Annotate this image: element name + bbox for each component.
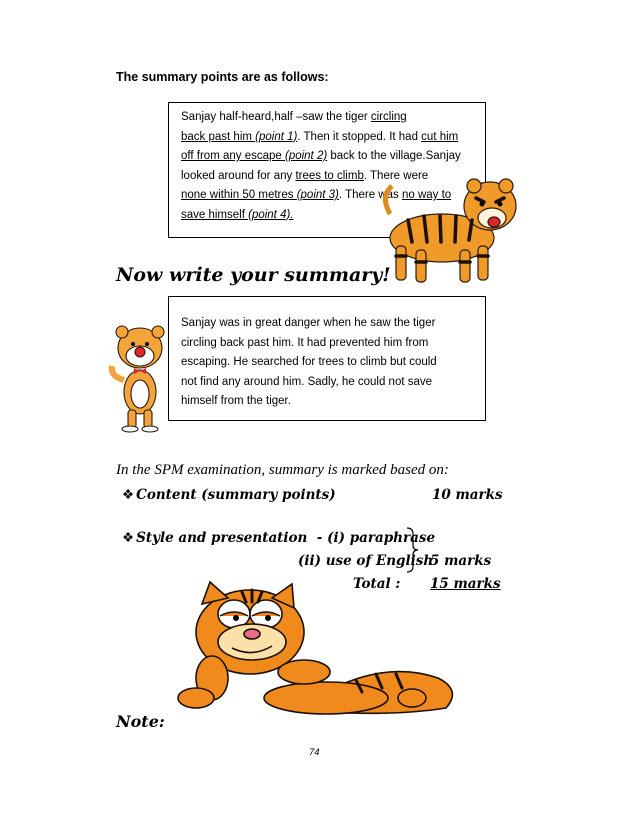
style-row	[122, 530, 435, 546]
point-underline: none within 50 metres	[181, 189, 297, 201]
text: Sanjay half-heard,half –saw the tiger	[181, 111, 371, 123]
english-label: (ii) use of English	[298, 553, 434, 569]
paraphrase-label: - (i) paraphrase	[316, 530, 436, 546]
answer-line: himself from the tiger.	[181, 395, 291, 407]
page-number: 74	[309, 747, 320, 758]
diamond-bullet-icon: ❖	[122, 530, 135, 546]
total-marks: 15 marks	[430, 576, 501, 592]
point-underline: save himself	[181, 208, 249, 221]
exam-intro-text: In the SPM examination, summary is marked based on:	[116, 462, 449, 478]
content-label: Content (summary points)	[136, 487, 336, 503]
point-label: (point 3)	[296, 189, 339, 201]
cartoon-tiger-icon	[106, 322, 172, 434]
note-heading: Note:	[116, 712, 165, 731]
point-underline: circling	[370, 111, 407, 123]
point-underline: cut him	[421, 130, 459, 143]
diamond-bullet-icon: ❖	[122, 487, 135, 503]
tiger-illustration	[372, 176, 530, 288]
summary-answer-box	[168, 296, 486, 421]
heading-write-summary: Now write your summary!	[116, 264, 391, 286]
content-row	[122, 487, 336, 503]
point-label: (point 2)	[284, 150, 328, 162]
content-marks: 10 marks	[432, 487, 503, 503]
point-label: (point 1)	[255, 130, 298, 143]
point-label: (point 4).	[248, 208, 294, 221]
answer-line: Sanjay was in great danger when he saw the tiger	[181, 317, 436, 329]
text: . Then it stopped. It had	[297, 130, 422, 143]
cat-illustration	[176, 580, 468, 718]
text: back to the village.Sanjay	[327, 150, 461, 162]
intro-text: The summary points are as follows:	[116, 70, 329, 84]
text: . There was	[338, 189, 402, 201]
answer-line: escaping. He searched for trees to climb but could	[181, 356, 437, 368]
point-underline: back past him	[181, 130, 256, 143]
answer-line: circling back past him. It had prevented him from	[181, 336, 429, 349]
curly-brace-icon	[404, 526, 420, 574]
point-underline: off from any escape	[181, 150, 285, 162]
answer-line: not find any around him. Sadly, he could not save	[181, 375, 433, 388]
total-label: Total :	[353, 576, 401, 592]
point-underline: no way to	[401, 189, 452, 201]
point-underline: trees to climb	[295, 169, 364, 182]
style-marks: 5 marks	[430, 553, 492, 569]
style-label: Style and presentation	[136, 530, 308, 546]
text: . There were	[363, 169, 429, 182]
text: looked around for any	[181, 169, 296, 182]
